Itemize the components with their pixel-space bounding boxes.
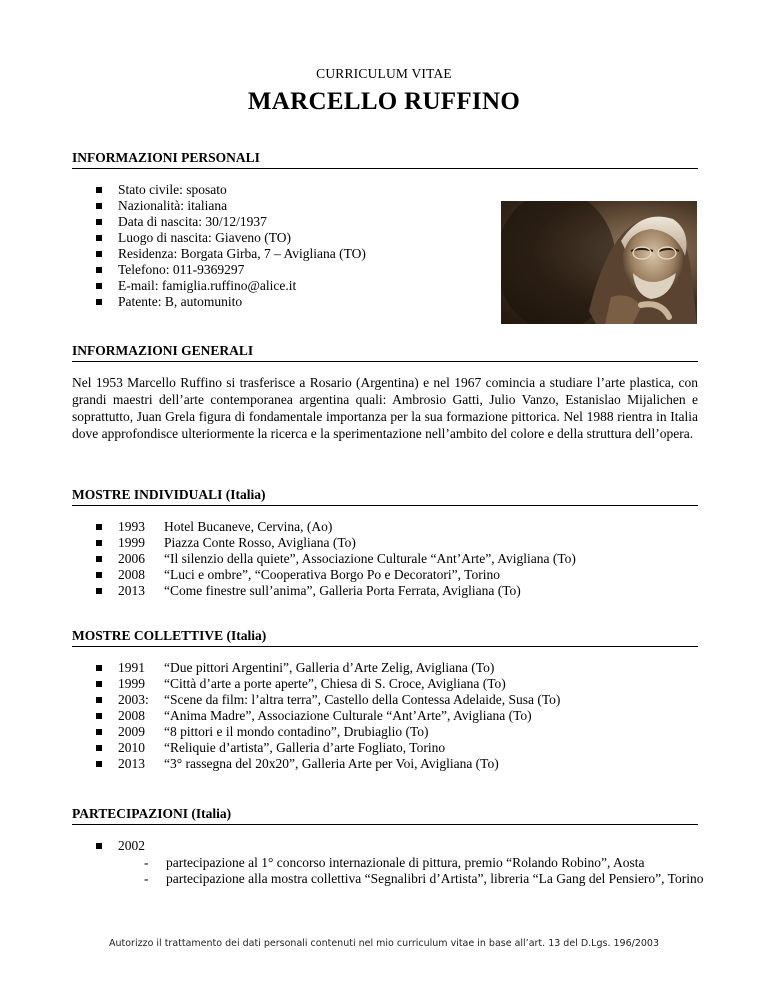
list-item bbox=[96, 660, 560, 676]
exhibition-year: 2008 bbox=[118, 567, 145, 582]
list-item bbox=[96, 535, 576, 551]
list-item: Telefono: 011-9369297 bbox=[96, 262, 366, 278]
exhibition-year: 2008 bbox=[118, 708, 145, 723]
list-item: - partecipazione al 1° concorso internazionale di pittura, premio “Rolando Robino”, Aosta bbox=[144, 855, 704, 871]
list-item bbox=[96, 676, 560, 692]
list-item bbox=[96, 519, 576, 535]
exhibition-text: “Città d’arte a porte aperte”, Chiesa di S. Croce, Avigliana (To) bbox=[164, 676, 506, 691]
exhibition-text: “Il silenzio della quiete”, Associazione Culturale “Ant’Arte”, Avigliana (To) bbox=[164, 551, 576, 566]
person-name: MARCELLO RUFFINO bbox=[247, 88, 521, 115]
list-item bbox=[96, 567, 576, 583]
section-heading-personal: INFORMAZIONI PERSONALI bbox=[72, 150, 698, 169]
list-item: Luogo di nascita: Giaveno (TO) bbox=[96, 230, 366, 246]
exhibition-year: 2010 bbox=[118, 740, 145, 755]
portrait-photo bbox=[501, 201, 697, 324]
list-item bbox=[96, 708, 560, 724]
exhibition-year: 1999 bbox=[118, 535, 145, 550]
section-heading-participations: PARTECIPAZIONI (Italia) bbox=[72, 806, 698, 825]
personal-info-list bbox=[96, 182, 366, 310]
section-heading-individual-exhibitions: MOSTRE INDIVIDUALI (Italia) bbox=[72, 487, 698, 506]
list-item bbox=[96, 724, 560, 740]
exhibition-text: “Come finestre sull’anima”, Galleria Porta Ferrata, Avigliana (To) bbox=[164, 583, 521, 598]
collective-exhibitions-list bbox=[96, 660, 560, 772]
exhibition-text: “8 pittori e il mondo contadino”, Drubiaglio (To) bbox=[164, 724, 429, 739]
exhibition-text: “Reliquie d’artista”, Galleria d’arte Fogliato, Torino bbox=[164, 740, 446, 755]
exhibition-text: Hotel Bucaneve, Cervina, (Ao) bbox=[164, 519, 333, 534]
list-item: Stato civile: sposato bbox=[96, 182, 366, 198]
individual-exhibitions-list bbox=[96, 519, 576, 599]
exhibition-year: 1993 bbox=[118, 519, 145, 534]
list-item bbox=[96, 756, 560, 772]
exhibition-text: “3° rassegna del 20x20”, Galleria Arte per Voi, Avigliana (To) bbox=[164, 756, 499, 771]
participations-details-list bbox=[144, 855, 704, 887]
exhibition-year: 1999 bbox=[118, 676, 145, 691]
exhibition-year: 2009 bbox=[118, 724, 145, 739]
exhibition-year: 1991 bbox=[118, 660, 145, 675]
list-item bbox=[96, 692, 560, 708]
exhibition-text: Piazza Conte Rosso, Avigliana (To) bbox=[164, 535, 356, 550]
exhibition-year: 2003: bbox=[118, 692, 149, 707]
section-heading-collective-exhibitions: MOSTRE COLLETTIVE (Italia) bbox=[72, 628, 698, 647]
list-item: Nazionalità: italiana bbox=[96, 198, 366, 214]
list-item bbox=[96, 740, 560, 756]
section-heading-general: INFORMAZIONI GENERALI bbox=[72, 343, 698, 362]
list-item bbox=[96, 583, 576, 599]
privacy-footer: Autorizzo il trattamento dei dati personali contenuti nel mio curriculum vitae in base all’art. 13 del D.Lgs. 196/2003 bbox=[109, 938, 659, 949]
list-item: E-mail: famiglia.ruffino@alice.it bbox=[96, 278, 366, 294]
list-item: - partecipazione alla mostra collettiva “Segnalibri d’Artista”, libreria “La Gang del Pensiero”, Torino bbox=[144, 871, 704, 887]
list-item: Data di nascita: 30/12/1937 bbox=[96, 214, 366, 230]
exhibition-text: “Scene da film: l’altra terra”, Castello della Contessa Adelaide, Susa (To) bbox=[164, 692, 561, 707]
general-info-paragraph: Nel 1953 Marcello Ruffino si trasferisce a Rosario (Argentina) e nel 1967 comincia a studiare l’arte plastica, con grandi maestri dell’arte contemporanea argentina quali: Ambrosio Gatti, Julio Vanzo, Estanislao Mijalichen e soprattutto, Juan Grela figura di fondamentale importanza per la sua formazione pittorica. Nel 1988 rientra in Italia dove approfondisce ulteriormente la ricerca e la sperimentazione nell’ambito del colore e della struttura dell’opera. bbox=[72, 375, 698, 441]
exhibition-text: “Due pittori Argentini”, Galleria d’Arte Zelig, Avigliana (To) bbox=[164, 660, 495, 675]
exhibition-text: “Luci e ombre”, “Cooperativa Borgo Po e Decoratori”, Torino bbox=[164, 567, 500, 582]
exhibition-text: “Anima Madre”, Associazione Culturale “Ant’Arte”, Avigliana (To) bbox=[164, 708, 532, 723]
exhibition-year: 2006 bbox=[118, 551, 145, 566]
exhibition-year: 2013 bbox=[118, 583, 145, 598]
participation-year: 2002 bbox=[96, 838, 145, 854]
list-item bbox=[96, 551, 576, 567]
exhibition-year: 2013 bbox=[118, 756, 145, 771]
participations-list bbox=[96, 838, 145, 854]
list-item: Patente: B, automunito bbox=[96, 294, 366, 310]
list-item: Residenza: Borgata Girba, 7 – Avigliana (TO) bbox=[96, 246, 366, 262]
document-label: CURRICULUM VITAE bbox=[316, 66, 452, 81]
